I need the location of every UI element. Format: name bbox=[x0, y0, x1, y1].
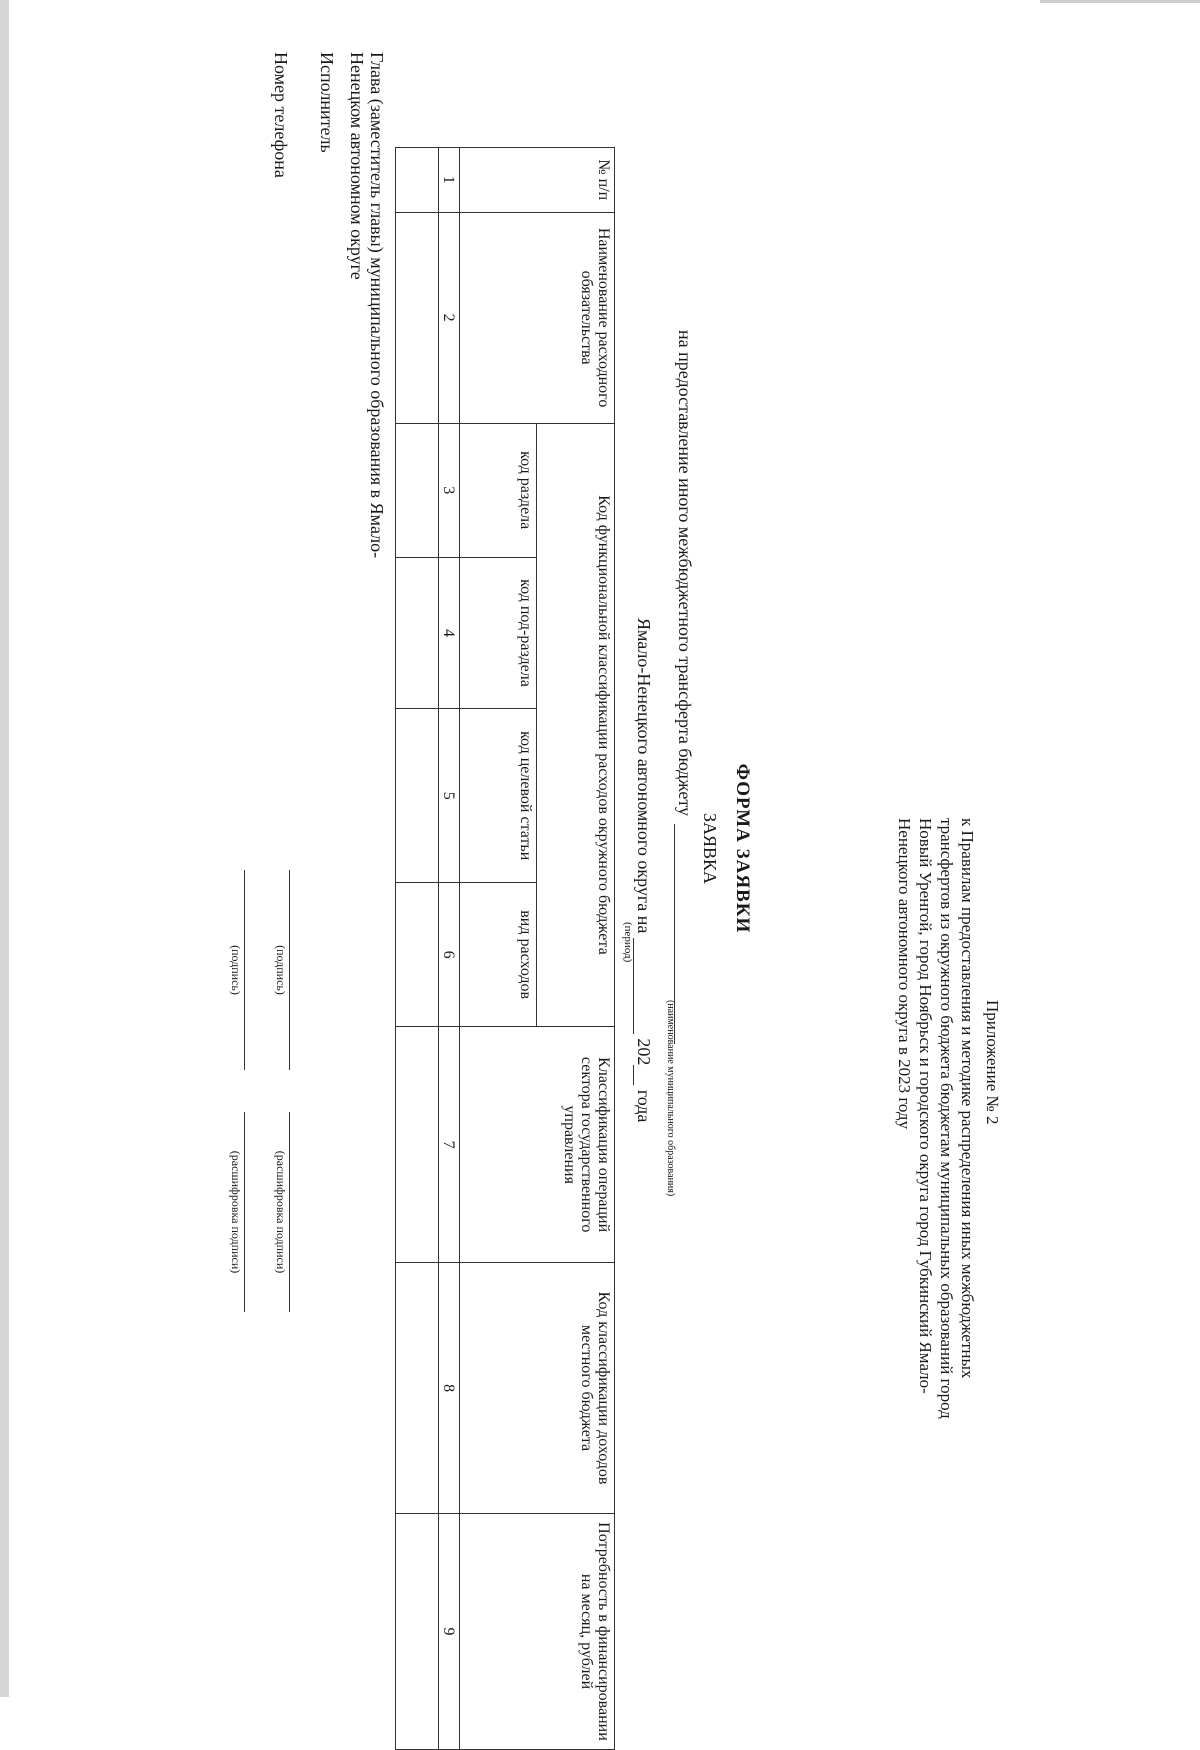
empty-cell bbox=[396, 212, 439, 423]
column-number-cell: 7 bbox=[439, 1027, 460, 1263]
executor-decode-line bbox=[244, 1112, 245, 1312]
application-line-1-text: на предоставление иного межбюджетного трансферта бюджету bbox=[675, 330, 695, 816]
empty-cell bbox=[396, 1513, 439, 1749]
column-number-cell: 4 bbox=[439, 557, 460, 709]
column-number-cell: 2 bbox=[439, 212, 460, 423]
head-signature-label: (подпись) bbox=[274, 945, 288, 995]
header-cell-section: код раздела bbox=[460, 423, 538, 557]
head-signature-line bbox=[289, 870, 290, 1070]
head-decode-line bbox=[289, 1112, 290, 1312]
header-cell-classification: Код функциональной классификации расходов окружного бюджета bbox=[537, 423, 615, 1027]
empty-cell bbox=[396, 148, 439, 213]
column-number-cell: 6 bbox=[439, 883, 460, 1027]
appendix-number: Приложение № 2 bbox=[983, 1000, 1002, 1125]
executor-decode-label: (расшифровка подписи) bbox=[229, 1150, 243, 1274]
application-line-2-prefix: Ямало-Ненецкого автономного округа на bbox=[634, 618, 654, 934]
executor-signature-label: (подпись) bbox=[229, 945, 243, 995]
municipality-blank bbox=[674, 824, 691, 1044]
period-blank bbox=[633, 938, 650, 1034]
phone-label: Номер телефона bbox=[271, 52, 291, 178]
application-line-1 bbox=[674, 330, 695, 1044]
header-cell-expense-type: вид расходов bbox=[460, 883, 538, 1027]
empty-cell bbox=[396, 423, 439, 557]
column-number-cell: 1 bbox=[439, 148, 460, 213]
executor-label: Исполнитель bbox=[317, 52, 337, 153]
header-cell-income-code: Код классификации доходов местного бюджета bbox=[460, 1263, 615, 1514]
column-number-cell: 8 bbox=[439, 1263, 460, 1514]
year-suffix: года bbox=[634, 1089, 654, 1123]
header-cell-subsection: код под-раздела bbox=[460, 557, 538, 709]
empty-cell bbox=[396, 557, 439, 709]
year-prefix: 202 bbox=[634, 1038, 654, 1066]
rules-reference: к Правилам предоставления и методике распределения иных межбюджетных трансфертов из окружного бюджета бюджетам муниципальных образований город Новый Уренгой, город Ноябрьск и городского округа город Губкинский Ямало-Ненецкого автономного округа в 2023 году bbox=[895, 818, 977, 1419]
header-cell-obligation: Наименование расходного обязательства bbox=[460, 212, 615, 423]
application-table bbox=[395, 147, 615, 1750]
year-blank bbox=[633, 1065, 650, 1085]
column-number-cell: 9 bbox=[439, 1513, 460, 1749]
header-cell-number: № п/п bbox=[460, 148, 615, 213]
municipality-hint: (наименование муниципального образования) bbox=[665, 1000, 676, 1197]
empty-cell bbox=[396, 1263, 439, 1514]
head-signatory-text: Глава (заместитель главы) муниципального образования в Ямало-Ненецком автономном округе bbox=[347, 52, 387, 559]
application-line-2 bbox=[633, 618, 654, 1122]
empty-cell bbox=[396, 883, 439, 1027]
form-title: ФОРМА ЗАЯВКИ bbox=[732, 763, 753, 934]
application-title: ЗАЯВКА bbox=[700, 812, 720, 885]
empty-cell bbox=[396, 709, 439, 883]
header-cell-target: код целевой статьи bbox=[460, 709, 538, 883]
column-number-cell: 3 bbox=[439, 423, 460, 557]
column-number-cell: 5 bbox=[439, 709, 460, 883]
header-cell-sector: Классификация операций сектора государственного управления bbox=[460, 1027, 615, 1263]
head-decode-label: (расшифровка подписи) bbox=[274, 1150, 288, 1274]
period-hint: (период) bbox=[622, 922, 634, 963]
executor-signature-line bbox=[244, 870, 245, 1070]
table-row bbox=[396, 148, 439, 1750]
empty-cell bbox=[396, 1027, 439, 1263]
header-cell-need: Потребность в финансировании на месяц, рублей bbox=[460, 1513, 615, 1749]
